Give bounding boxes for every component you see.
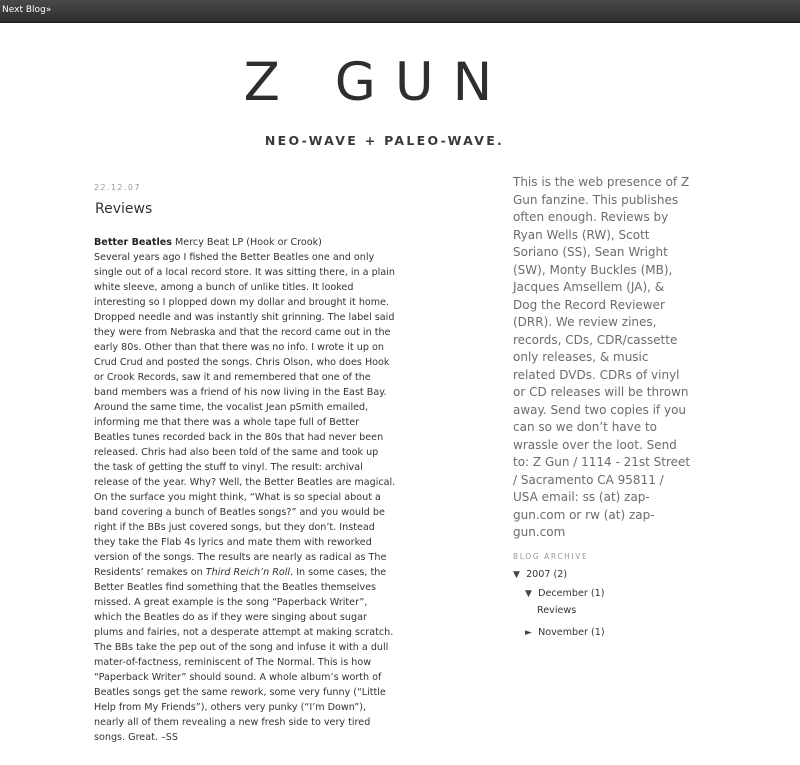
review-text-part2: . In some cases, the Better Beatles find something that the Beatles themselves missed. A great example is the song “Paperback Writer”, which the Beatles do as if they were singing about sugar plums and fairies, not a desperate attempt at making scratch. The BBs take the pep out of the song and infuse it with a dull mater-of-factness, reminiscent of The Normal. This is how “Paperback Writer” should sound. A whole album’s worth of Beatles songs get the same rework, some very funny (“Little Help from My Friends”), others very punky (“I’m Down”), nearly all of them revealing a new fresh side to very tired songs. Great. –SS bbox=[94, 567, 394, 743]
archive-year-link[interactable]: 2007 bbox=[526, 569, 551, 580]
review-release: Mercy Beat LP (Hook or Crook) bbox=[171, 237, 322, 248]
archive-year-count: (2) bbox=[553, 569, 568, 580]
archive-month-count: (1) bbox=[590, 588, 605, 599]
album-title-italic: Third Reich’n Roll bbox=[205, 567, 291, 578]
next-blog-link[interactable]: Next Blog» bbox=[2, 5, 52, 15]
main-column bbox=[94, 183, 394, 745]
archive-year-2007 bbox=[513, 569, 567, 580]
blogger-navbar bbox=[0, 0, 800, 23]
collapse-toggle-icon[interactable]: ▼ bbox=[525, 589, 532, 599]
post-date: 22.12.07 bbox=[94, 183, 141, 192]
post-body bbox=[94, 235, 397, 745]
post-title[interactable]: Reviews bbox=[95, 201, 153, 217]
sidebar bbox=[513, 174, 691, 638]
archive-month-november bbox=[525, 627, 605, 638]
blog-archive-heading: BLOG ARCHIVE bbox=[513, 552, 589, 561]
about-text: This is the web presence of Z Gun fanzine. This publishes often enough. Reviews by Ryan Wells (RW), Scott Soriano (SS), Sean Wright (SW), Monty Buckles (MB), Jacques Amsellem (JA), & Dog the Record Reviewer (DRR). We review zines, records, CDs, CDR/cassette only releases, & music related DVDs. CDRs of vinyl or CD releases will be thrown away. Send two copies if you can so we don’t have to wrassle over the loot. Send to: Z Gun / 1114 - 21st Street / Sacramento CA 95811 / USA email: ss (at) zap-gun.com or rw (at) zap-gun.com bbox=[513, 175, 691, 539]
collapse-toggle-icon[interactable]: ▼ bbox=[513, 570, 520, 580]
site-title[interactable]: Z GUN bbox=[243, 52, 512, 113]
archive-month-link[interactable]: November bbox=[538, 627, 588, 638]
review-text-part1: Several years ago I fished the Better Beatles one and only single out of a local record store. It was sitting there, in a plain white sleeve, among a bunch of unlike titles. It looked interesting so I plopped down my dollar and brought it home. Dropped needle and was instantly shit grinning. The label said they were from Nebraska and that the record came out in the early 80s. Other than that there was no info. I wrote it up on Crud Crud and posted the songs. Chris Olson, who does Hook or Crook Records, saw it and remembered that one of the band members was a friend of his now living in the East Bay. Around the same time, the vocalist Jean pSmith emailed, informing me that there was a whole tape full of Better Beatles tunes recorded back in the 80s that had never been released. Chris had also been told of the same and took up the task of getting the stuff to vinyl. The result: archival release of the year. Why? Well, the Better Beatles are magical. On the surface you might think, “What is so special about a band covering a bunch of Beatles songs?” and you would be right if the BBs just covered songs, but they don’t. Instead they take the Flab 4s lyrics and mate them with reworked version of the songs. The results are nearly as radical as The Residents’ remakes on bbox=[94, 252, 396, 578]
review-band-name: Better Beatles bbox=[94, 237, 172, 248]
archive-month-link[interactable]: December bbox=[538, 588, 588, 599]
expand-toggle-icon[interactable]: ► bbox=[525, 628, 532, 638]
archive-post-reviews bbox=[537, 605, 576, 616]
archive-month-december bbox=[525, 588, 604, 599]
site-tagline: NEO-WAVE + PALEO-WAVE. bbox=[264, 133, 505, 148]
archive-post-link[interactable]: Reviews bbox=[537, 605, 577, 616]
archive-month-count: (1) bbox=[591, 627, 605, 638]
